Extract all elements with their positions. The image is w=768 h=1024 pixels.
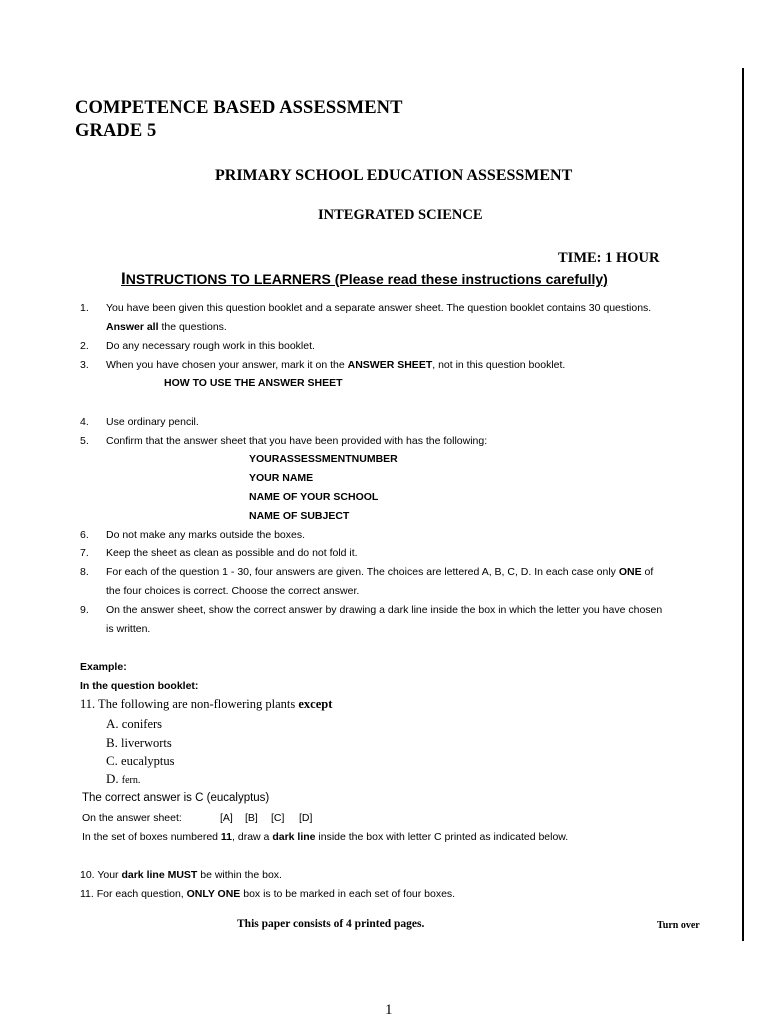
answer-box: [D] [299,812,313,824]
option-text: liverworts [121,736,172,750]
item3-post: , not in this question booklet. [432,359,566,371]
note10-pre: 10. Your [80,869,122,881]
item-number: 1. [80,302,89,314]
exam-title: PRIMARY SCHOOL EDUCATION ASSESSMENT [215,167,573,184]
item8-post: of [641,566,654,578]
item6-text: Do not make any marks outside the boxes. [106,529,306,541]
set-mid: , draw a [232,831,273,843]
checklist-item: YOURASSESSMENTNUMBER [249,453,398,465]
item3-pre: When you have chosen your answer, mark it on the [106,359,348,371]
item-number: 5. [80,435,89,447]
item4-text: Use ordinary pencil. [106,416,199,428]
note11-post: box is to be marked in each set of four boxes. [240,888,456,900]
example-option [106,771,140,787]
instructions-title-rest: NSTRUCTIONS TO LEARNERS (Please read these instructions carefully) [125,271,608,287]
example-option [106,735,172,751]
option-letter: B. [106,735,118,750]
instructions-title [121,269,608,289]
example-option [106,716,162,732]
margin-rule [742,68,744,941]
item3-text [106,359,565,371]
item3-bold: ANSWER SHEET [347,359,433,371]
note10-bold: dark line MUST [121,869,198,881]
set-post: inside the box with letter C printed as indicated below. [315,831,569,843]
example-instruction [82,831,568,843]
item-number: 4. [80,416,89,428]
option-letter: D. [106,771,119,786]
set-bold: dark line [272,831,316,843]
note11-pre: 11. For each question, [80,888,187,900]
header-grade: GRADE 5 [75,121,157,141]
answer-box: [A] [220,812,233,824]
item5-text: Confirm that the answer sheet that you have been provided with has the following: [106,435,488,447]
example-question [80,697,332,712]
subject-title: INTEGRATED SCIENCE [318,207,483,223]
item-number: 6. [80,529,89,541]
note-10 [80,869,282,881]
example-booklet-label: In the question booklet: [80,680,199,692]
example-correct-answer: The correct answer is C (eucalyptus) [82,792,270,804]
item8-pre: For each of the question 1 - 30, four answers are given. The choices are lettered A, B, C, D. In each case only [106,566,619,578]
item-number: 8. [80,566,89,578]
answer-sheet-subheading: HOW TO USE THE ANSWER SHEET [164,377,343,389]
option-text: eucalyptus [121,754,175,768]
example-label: Example: [80,661,127,673]
checklist-item: YOUR NAME [249,472,314,484]
item8-line2: the four choices is correct. Choose the correct answer. [106,585,360,597]
note-11 [80,888,455,900]
example-sheet-label: On the answer sheet: [82,812,182,824]
turn-over: Turn over [657,920,700,931]
note10-post: be within the box. [197,869,282,881]
item8-text [106,566,653,578]
item2-text: Do any necessary rough work in this booklet. [106,340,315,352]
item-number: 7. [80,547,89,559]
checklist-item: NAME OF SUBJECT [249,510,350,522]
option-letter: A. [106,716,119,731]
set-number: 11 [220,831,233,843]
item9-line2: is written. [106,623,151,635]
item1-tail: the questions. [158,321,227,333]
option-letter: C. [106,753,118,768]
example-question-text: 11. The following are non-flowering plants [80,697,299,711]
item-number: 3. [80,359,89,371]
item7-text: Keep the sheet as clean as possible and do not fold it. [106,547,358,559]
item9-line1: On the answer sheet, show the correct answer by drawing a dark line inside the box in which the letter you have chosen [106,604,663,616]
header-line1: COMPETENCE BASED ASSESSMENT [75,98,403,118]
example-option [106,753,175,769]
example-question-bold: except [298,697,333,711]
page-count-note: This paper consists of 4 printed pages. [237,918,425,930]
option-text: fern. [121,775,141,786]
exam-time: TIME: 1 HOUR [558,250,660,266]
item-number: 9. [80,604,89,616]
item-number: 2. [80,340,89,352]
answer-box: [B] [245,812,258,824]
item1-continuation [106,321,227,333]
checklist-item: NAME OF YOUR SCHOOL [249,491,379,503]
item1-bold: Answer all [106,321,159,333]
instructions-title-initial: I [121,269,126,288]
page-number: 1 [385,1002,393,1018]
item8-bold: ONE [618,566,642,578]
option-text: conifers [121,717,163,731]
item1-text: You have been given this question booklet and a separate answer sheet. The question booklet contains 30 questions. [106,302,652,314]
set-pre: In the set of boxes numbered [82,831,221,843]
note11-bold: ONLY ONE [186,888,241,900]
answer-box: [C] [271,812,285,824]
